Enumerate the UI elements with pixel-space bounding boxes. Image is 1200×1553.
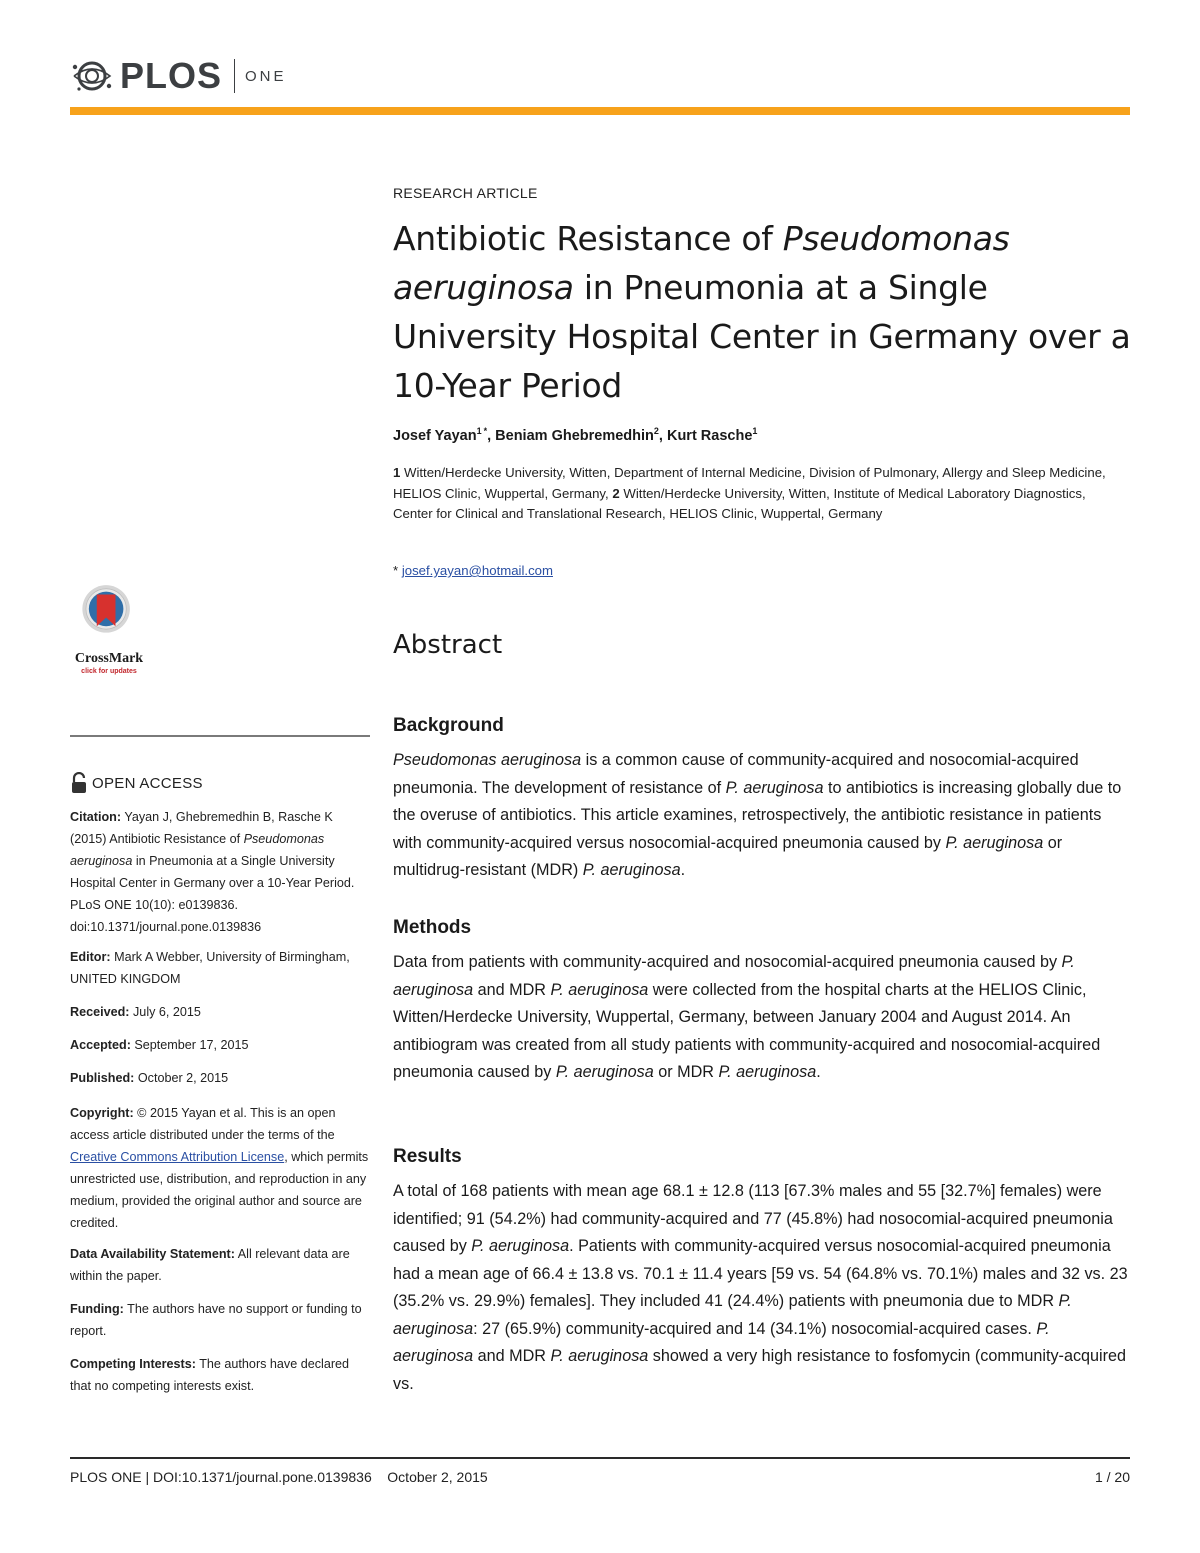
- open-access-label: OPEN ACCESS: [92, 774, 203, 792]
- citation-block: [70, 806, 370, 938]
- citation-text: Yayan J, Ghebremedhin B, Rasche K (2015) Antibiotic Resistance of: [70, 810, 333, 846]
- open-access-badge: [70, 772, 203, 794]
- affiliation-number: 1: [393, 465, 401, 480]
- paragraph-text: and MDR: [473, 1347, 551, 1365]
- species-name: Pseudomonas aeruginosa: [393, 751, 582, 769]
- species-name: P. aeruginosa: [550, 980, 649, 999]
- footer-rule: [70, 1457, 1130, 1459]
- logo-separator: [234, 59, 235, 93]
- affiliation-text: Witten/Herdecke University, Witten, Department of Internal Medicine, Division of Pulmonary, Allergy and Sleep Medicine, HELIOS Clinic, Wuppertal, Germany,: [393, 465, 1106, 501]
- funding-text: The authors have no support or funding to report.: [70, 1302, 362, 1338]
- paragraph-text: showed a very high resistance to fosfomycin (community-acquired vs.: [393, 1347, 1127, 1393]
- species-name: P. aeruginosa: [582, 861, 681, 879]
- received-date: July 6, 2015: [129, 1005, 201, 1019]
- species-name: P. aeruginosa: [393, 1319, 1050, 1365]
- page-number: 1 / 20: [1094, 1469, 1130, 1485]
- email-link[interactable]: josef.yayan@hotmail.com: [401, 563, 553, 578]
- citation-label: Citation:: [70, 810, 122, 824]
- paragraph-text: and MDR: [473, 980, 551, 999]
- accepted-label: Accepted:: [70, 1038, 131, 1052]
- plos-globe-icon: [70, 56, 116, 96]
- paragraph-text: .: [816, 1063, 821, 1081]
- editor-text: Mark A Webber, University of Birmingham, UNITED KINGDOM: [70, 950, 350, 986]
- species-name: P. aeruginosa: [393, 953, 1075, 999]
- sidebar-divider: [70, 735, 370, 737]
- data-availability-block: [70, 1243, 370, 1287]
- species-name: P. aeruginosa: [471, 1237, 570, 1255]
- results-paragraph: [393, 1178, 1128, 1398]
- author-name: Josef Yayan: [393, 427, 477, 444]
- affiliation-number: 2: [612, 485, 620, 501]
- plos-one-logo[interactable]: [70, 56, 287, 96]
- species-name: P. aeruginosa: [718, 1063, 817, 1081]
- affiliation-sup: 1: [476, 426, 482, 436]
- paragraph-text: or MDR: [653, 1063, 719, 1081]
- published-block: [70, 1067, 370, 1089]
- affiliation-text: Witten/Herdecke University, Witten, Institute of Medical Laboratory Diagnostics, Center for Clinical and Translational Research, HELIOS Clinic, Wuppertal, Germany: [393, 485, 1086, 521]
- received-block: [70, 1001, 370, 1023]
- affiliations: [393, 463, 1123, 525]
- accepted-block: [70, 1034, 370, 1056]
- article-type: RESEARCH ARTICLE: [393, 185, 538, 201]
- author-name: , Kurt Rasche: [658, 427, 753, 444]
- copyright-label: Copyright:: [70, 1106, 134, 1120]
- methods-paragraph: [393, 949, 1128, 1087]
- abstract-heading: Abstract: [393, 630, 503, 660]
- header-accent-rule: [70, 107, 1130, 115]
- published-date: October 2, 2015: [134, 1071, 229, 1085]
- paragraph-text: is a common cause of community-acquired and nosocomial-acquired pneumonia. The development of resistance of: [393, 751, 1079, 797]
- open-lock-icon: [70, 772, 88, 794]
- competing-interests-text: The authors have declared that no competing interests exist.: [70, 1357, 350, 1393]
- email-mark: *: [393, 563, 399, 578]
- published-label: Published:: [70, 1071, 135, 1085]
- funding-label: Funding:: [70, 1302, 124, 1316]
- crossmark-sublabel[interactable]: click for updates: [81, 668, 137, 675]
- paragraph-text: : 27 (65.9%) community-acquired and 14 (34.1%) nosocomial-acquired cases.: [473, 1319, 1037, 1338]
- species-name: P. aeruginosa: [393, 1292, 1072, 1338]
- copyright-text: © 2015 Yayan et al. This is an open access article distributed under the terms of the: [70, 1106, 336, 1142]
- competing-interests-label: Competing Interests:: [70, 1357, 196, 1371]
- logo-journal-text: ONE: [245, 67, 287, 85]
- accepted-date: September 17, 2015: [130, 1038, 249, 1052]
- author-list: [393, 426, 1133, 444]
- editor-label: Editor:: [70, 950, 111, 964]
- data-availability-text: All relevant data are within the paper.: [70, 1247, 350, 1283]
- copyright-text-rest: , which permits unrestricted use, distribution, and reproduction in any medium, provided the original author and source are credited.: [70, 1150, 369, 1230]
- crossmark-label[interactable]: CrossMark: [74, 651, 144, 666]
- title-species: aeruginosa: [393, 268, 574, 307]
- affiliation-sup: 1: [752, 426, 758, 436]
- title-genus: Pseudomonas: [782, 219, 1010, 258]
- affiliation-sup: 2: [653, 426, 659, 436]
- logo-brand-text: PLOS: [120, 55, 223, 96]
- data-availability-label: Data Availability Statement:: [70, 1247, 235, 1261]
- background-paragraph: [393, 747, 1128, 885]
- corresponding-mark: *: [483, 426, 488, 436]
- species-name: P. aeruginosa: [725, 778, 824, 797]
- paragraph-text: .: [680, 861, 686, 879]
- competing-interests-block: [70, 1353, 370, 1397]
- species-name: P. aeruginosa: [945, 833, 1044, 852]
- paragraph-text: or multidrug-resistant (MDR): [393, 833, 1063, 879]
- corresponding-email: [393, 563, 1133, 578]
- paragraph-text: to antibiotics is increasing globally due to the overuse of antibiotics. This article examines, retrospectively, the antibiotic resistance in patients with community-acquired versus nosocomial-acquired pneumonia caused by: [393, 778, 1122, 852]
- species-name: P. aeruginosa: [555, 1063, 654, 1081]
- footer-citation: PLOS ONE | DOI:10.1371/journal.pone.0139836 October 2, 2015: [70, 1469, 488, 1485]
- paragraph-text: . Patients with community-acquired versus nosocomial-acquired pneumonia had a mean age of 66.4 ± 13.8 vs. 70.1 ± 11.4 years [59 vs. 54 (64.8% vs. 70.1%) males and 32 vs. 23 (35.2% vs. 29.9%) females]. They included 41 (24.4%) patients with pneumonia due to MDR: [393, 1237, 1128, 1310]
- editor-block: [70, 946, 370, 990]
- title-part-rest: in Pneumonia at a Single University Hospital Center in Germany over a 10-Year Period: [393, 268, 1131, 405]
- paragraph-text: Data from patients with community-acquired and nosocomial-acquired pneumonia caused by: [393, 953, 1062, 971]
- methods-heading: Methods: [393, 917, 472, 938]
- background-heading: Background: [393, 715, 504, 736]
- copyright-block: [70, 1102, 370, 1234]
- results-heading: Results: [393, 1146, 462, 1167]
- paragraph-text: were collected from the hospital charts at the HELIOS Clinic, Witten/Herdecke University, Wuppertal, Germany, between January 2004 and August 2014. An antibiogram was created from all study patients with community-acquired and nosocomial-acquired pneumonia caused by: [393, 980, 1101, 1081]
- article-title: [393, 214, 1133, 410]
- paragraph-text: A total of 168 patients with mean age 68.1 ± 12.8 (113 [67.3% males and 55 [32.7%] females) were identified; 91 (54.2%) had community-acquired and 77 (45.8%) had nosocomial-acquired pneumonia caused by: [393, 1182, 1113, 1255]
- funding-block: [70, 1298, 370, 1342]
- species-name: P. aeruginosa: [550, 1347, 649, 1365]
- author-name: , Beniam Ghebremedhin: [487, 427, 654, 444]
- citation-text-rest: in Pneumonia at a Single University Hospital Center in Germany over a 10-Year Period. PLoS ONE 10(10): e0139836. doi:10.1371/journal.pone.0139836: [70, 854, 355, 934]
- license-link[interactable]: Creative Commons Attribution License: [70, 1150, 285, 1164]
- crossmark-icon[interactable]: [68, 583, 150, 655]
- received-label: Received:: [70, 1005, 130, 1019]
- citation-species: Pseudomonas aeruginosa: [70, 832, 325, 868]
- title-part: Antibiotic Resistance of: [393, 219, 783, 258]
